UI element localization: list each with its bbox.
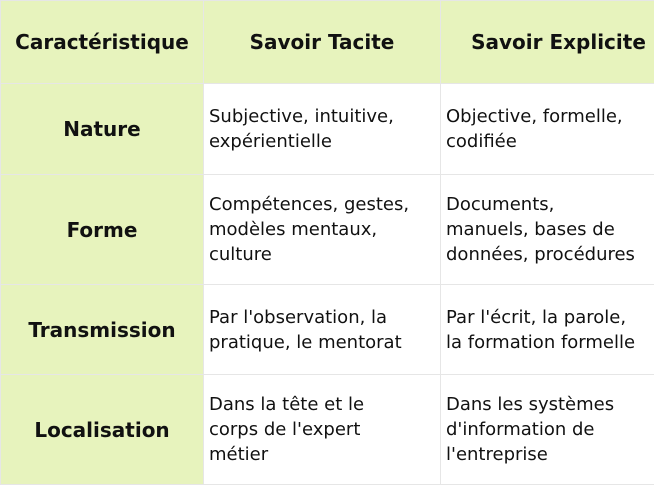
tacit-cell	[204, 84, 441, 175]
row-label-forme: Forme	[1, 175, 204, 285]
cell-line: expérientielle	[209, 131, 333, 152]
cell-line: métier	[209, 444, 269, 465]
explicit-cell	[441, 175, 654, 285]
table-row	[1, 175, 654, 285]
cell-line: la formation formelle	[446, 331, 636, 353]
cell-line: pratique, le mentorat	[209, 331, 402, 353]
cell-line: l'entreprise	[446, 444, 548, 465]
header-tacit-knowledge: Savoir Tacite	[204, 1, 441, 84]
cell-line: Objective, formelle,	[446, 106, 623, 127]
header-characteristic: Caractéristique	[1, 1, 204, 84]
row-label-nature: Nature	[1, 84, 204, 175]
cell-line: manuels, bases de	[446, 219, 615, 240]
cell-line: corps de l'expert	[209, 419, 361, 440]
cell-line: Par l'observation, la	[209, 306, 388, 328]
explicit-cell	[441, 375, 654, 485]
row-label-localisation: Localisation	[1, 375, 204, 485]
cell-line: codifiée	[446, 131, 517, 152]
cell-line: Subjective, intuitive,	[209, 106, 394, 127]
tacit-cell	[204, 175, 441, 285]
table-header-row	[1, 1, 654, 84]
tacit-cell	[204, 285, 441, 375]
explicit-cell	[441, 84, 654, 175]
cell-line: Documents,	[446, 194, 555, 215]
cell-line: d'information de	[446, 419, 595, 440]
cell-line: culture	[209, 244, 272, 265]
table-row	[1, 285, 654, 375]
table-row	[1, 375, 654, 485]
table-row	[1, 84, 654, 175]
cell-line: Par l'écrit, la parole,	[446, 306, 627, 328]
cell-line: Dans les systèmes	[446, 394, 615, 415]
cell-line: données, procédures	[446, 244, 635, 265]
explicit-cell	[441, 285, 654, 375]
cell-line: modèles mentaux,	[209, 219, 378, 240]
row-label-transmission: Transmission	[1, 285, 204, 375]
cell-line: Compétences, gestes,	[209, 194, 410, 215]
cell-line: Dans la tête et le	[209, 394, 365, 415]
tacit-cell	[204, 375, 441, 485]
header-explicit-knowledge: Savoir Explicite	[441, 1, 654, 84]
